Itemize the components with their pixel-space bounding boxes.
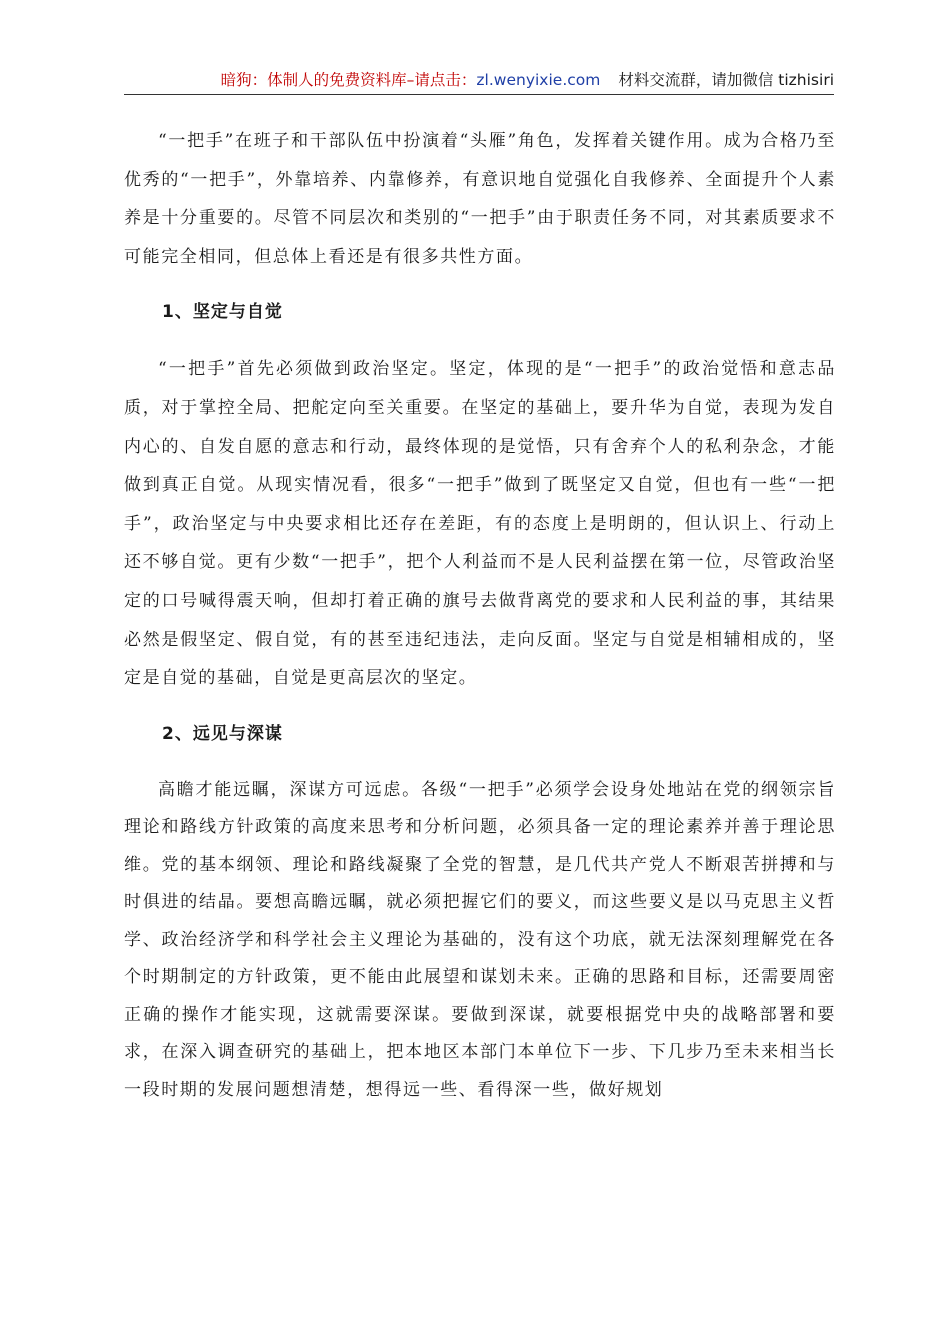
section-1-paragraph: “一把手”首先必须做到政治坚定。坚定，体现的是“一把手”的政治觉悟和意志品质，对于掌控全局、把舵定向至关重要。在坚定的基础上，要升华为自觉，表现为发自内心的、自发自愿的意志和行动，最终体现的是觉悟，只有舍弃个人的私利杂念，才能做到真正自觉。从现实情况看，很多“一把手”做到了既坚定又自觉，但也有一些“一把手”，政治坚定与中央要求相比还存在差距，有的态度上是明朗的，但认识上、行动上还不够自觉。更有少数“一把手”，把个人利益而不是人民利益摆在第一位，尽管政治坚定的口号喊得震天响，但却打着正确的旗号去做背离党的要求和人民利益的事，其结果必然是假坚定、假自觉，有的甚至违纪违法，走向反面。坚定与自觉是相辅相成的，坚定是自觉的基础，自觉是更高层次的坚定。 (124, 359, 836, 689)
document-body (124, 122, 836, 1109)
header-url-link[interactable]: zl.wenyixie.com (476, 71, 601, 89)
page-header (124, 68, 834, 95)
section-2-paragraph: 高瞻才能远瞩，深谋方可远虑。各级“一把手”必须学会设身处地站在党的纲领宗旨理论和路线方针政策的高度来思考和分析问题，必须具备一定的理论素养并善于理论思维。党的基本纲领、理论和路线凝聚了全党的智慧，是几代共产党人不断艰苦拼搏和与时俱进的结晶。要想高瞻远瞩，就必须把握它们的要义，而这些要义是以马克思主义哲学、政治经济学和科学社会主义理论为基础的，没有这个功底，就无法深刻理解党在各个时期制定的方针政策，更不能由此展望和谋划未来。正确的思路和目标，还需要周密正确的操作才能实现，这就需要深谋。要做到深谋，就要根据党中央的战略部署和要求，在深入调查研究的基础上，把本地区本部门本单位下一步、下几步乃至未来相当长一段时期的发展问题想清楚，想得远一些、看得深一些，做好规划 (124, 779, 836, 1100)
section-1-heading: 1、坚定与自觉 (162, 302, 283, 323)
intro-paragraph: “一把手”在班子和干部队伍中扮演着“头雁”角色，发挥着关键作用。成为合格乃至优秀的“一把手”，外靠培养、内靠修养，有意识地自觉强化自我修养、全面提升个人素养是十分重要的。尽管不同层次和类别的“一把手”由于职责任务不同，对其素质要求不可能完全相同，但总体上看还是有很多共性方面。 (124, 131, 836, 267)
section-2-heading: 2、远见与深谋 (162, 723, 283, 744)
header-contact: 材料交流群，请加微信 tizhisiri (618, 71, 834, 89)
header-brand: 暗狗：体制人的免费资料库 (220, 71, 407, 89)
header-prompt: –请点击： (406, 71, 477, 89)
